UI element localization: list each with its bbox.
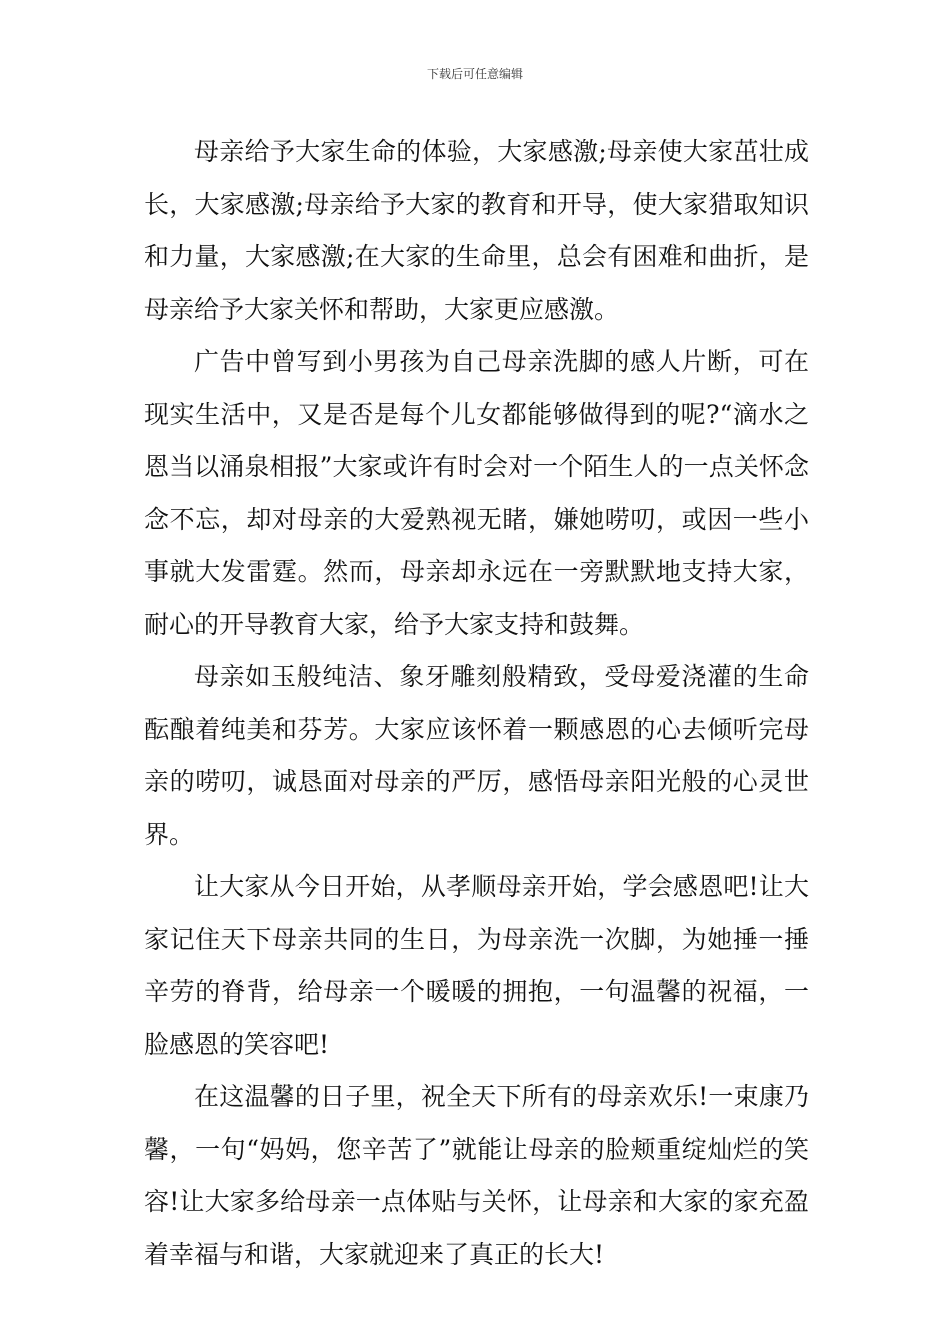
paragraph-2: 广告中曾写到小男孩为自己母亲洗脚的感人片断，可在现实生活中，又是否是每个儿女都能够做得到的呢?“滴水之恩当以涌泉相报”大家或许有时会对一个陌生人的一点关怀念念不忘，却对母亲的大爱熟视无睹，嫌她唠叨，或因一些小事就大发雷霆。然而，母亲却永远在一旁默默地支持大家，耐心的开导教育大家，给予大家支持和鼓舞。 <box>144 347 809 639</box>
paragraph-4: 让大家从今日开始，从孝顺母亲开始，学会感恩吧!让大家记住天下母亲共同的生日，为母亲洗一次脚，为她捶一捶辛劳的脊背，给母亲一个暖暖的拥抱，一句温馨的祝福，一脸感恩的笑容吧! <box>144 872 809 1059</box>
page-header: 下载后可任意编辑 <box>426 67 523 81</box>
paragraph-5: 在这温馨的日子里，祝全天下所有的母亲欢乐!一束康乃馨，一句“妈妈，您辛苦了”就能让母亲的脸颊重绽灿烂的笑容!让大家多给母亲一点体贴与关怀，让母亲和大家的家充盈着幸福与和谐，大家就迎来了真正的长大! <box>144 1082 809 1269</box>
paragraph-3: 母亲如玉般纯洁、象牙雕刻般精致，受母爱浇灌的生命酝酿着纯美和芬芳。大家应该怀着一颗感恩的心去倾听完母亲的唠叨，诚恳面对母亲的严厉，感悟母亲阳光般的心灵世界。 <box>144 662 809 849</box>
paragraph-1: 母亲给予大家生命的体验，大家感激;母亲使大家茁壮成长，大家感激;母亲给予大家的教育和开导，使大家猎取知识和力量，大家感激;在大家的生命里，总会有困难和曲折，是母亲给予大家关怀和帮助，大家更应感激。 <box>144 137 809 324</box>
document-body <box>144 126 809 1281</box>
